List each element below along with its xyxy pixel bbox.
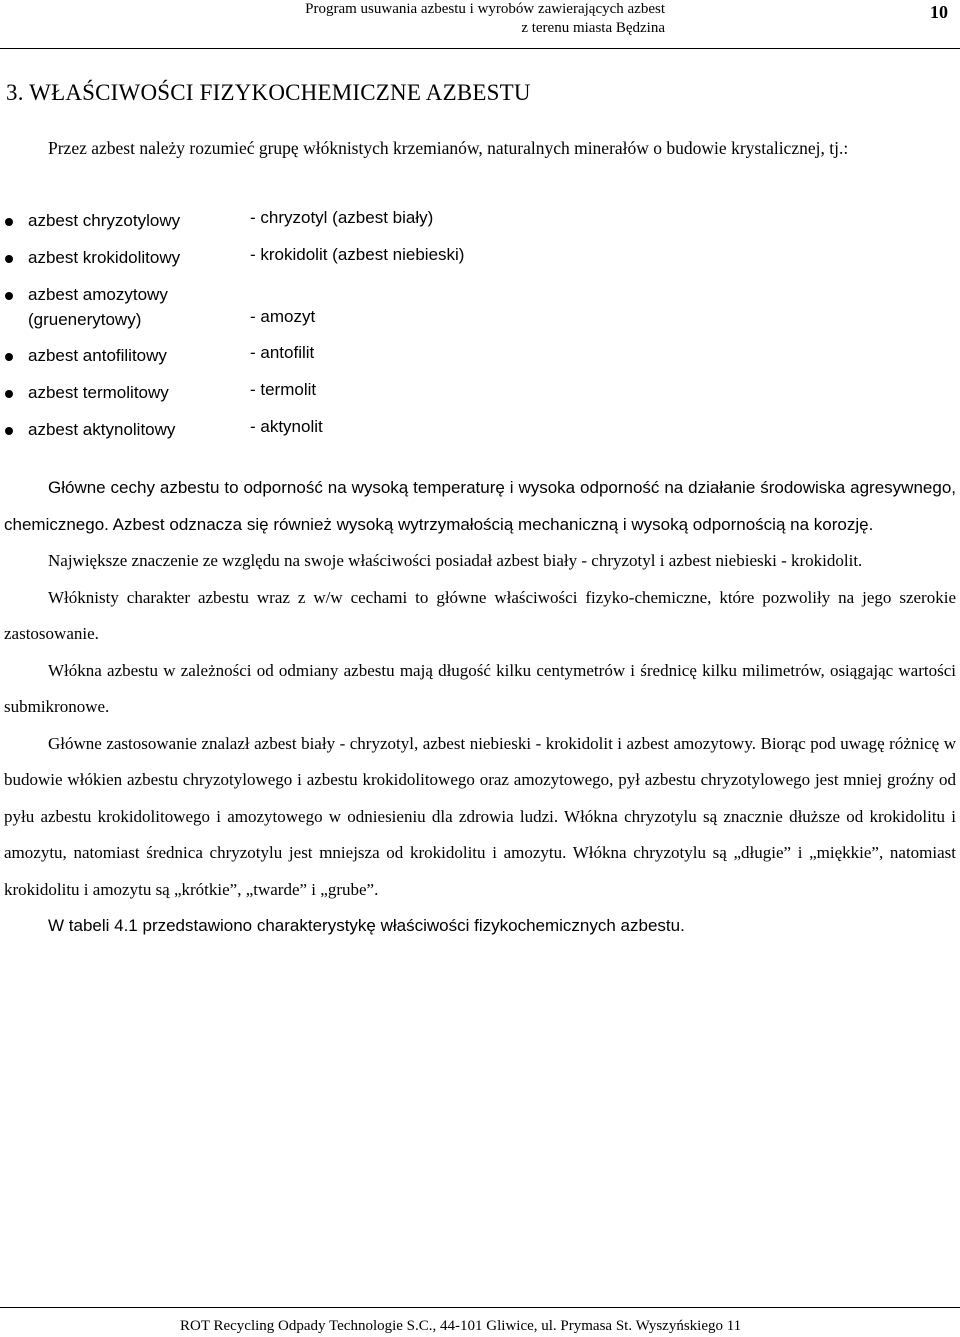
list-item-term: azbest aktynolitowy xyxy=(28,420,176,439)
paragraph-fibrous-character: Włóknisty charakter azbestu wraz z w/w cechami to główne właściwości fizyko-chemiczne, które pozwoliły na jego szerokie zastosowanie. xyxy=(4,587,956,643)
bullet-icon xyxy=(5,255,13,263)
intro-text: Przez azbest należy rozumieć grupę włóknistych krzemianów, naturalnych minerałów o budowie krystalicznej, tj.: xyxy=(48,138,849,158)
header-divider xyxy=(0,48,960,49)
bullet-icon xyxy=(5,353,13,361)
paragraph-applications: Główne zastosowanie znalazł azbest biały - chryzotyl, azbest niebieski - krokidolit i azbest amozytowy. Biorąc pod uwagę różnicę w budowie włókien azbestu chryzotylowego i azbestu krokidolitowego oraz amozytowego, pył azbestu chryzotylowego jest mniej groźny od pyłu azbestu krokidolitowego i amozytowego w odniesieniu dla zdrowia ludzi. Włókna chryzotylu są znacznie dłuższe od krokidolitu i amozytu, natomiast średnica chryzotylu jest mniejsza od krokidolitu i amozytu. Włókna chryzotylu są „długie” i „miękkie”, natomiast krokidolitu i amozytu są „krótkie”, „twarde” i „grube”. xyxy=(4,733,956,899)
list-item-mineral: - termolit xyxy=(250,380,317,399)
list-item-mineral: - antofilit xyxy=(250,343,315,362)
list-item-term: azbest termolitowy xyxy=(28,383,169,402)
page-header xyxy=(0,0,960,50)
section-title: 3. WŁAŚCIWOŚCI FIZYKOCHEMICZNE AZBESTU xyxy=(6,80,531,105)
list-item-term-continued: (gruenerytowy) xyxy=(28,310,142,329)
bullet-icon xyxy=(5,427,13,435)
paragraph-significance: Największe znaczenie ze względu na swoje właściwości posiadał azbest biały - chryzotyl i azbest niebieski - krokidolit. xyxy=(48,551,863,570)
list-item-term: azbest chryzotylowy xyxy=(28,211,181,230)
paragraph-table-reference: W tabeli 4.1 przedstawiono charakterystykę właściwości fizykochemicznych azbestu. xyxy=(48,916,685,935)
list-item-term: azbest amozytowy xyxy=(28,285,168,304)
list-item-mineral: - chryzotyl (azbest biały) xyxy=(250,208,434,227)
bullet-icon xyxy=(5,292,13,300)
bullet-icon xyxy=(5,390,13,398)
list-item-term: azbest antofilitowy xyxy=(28,346,167,365)
header-title-line1: Program usuwania azbestu i wyrobów zawierających azbest xyxy=(305,1,665,17)
paragraph-main-features: Główne cechy azbestu to odporność na wysoką temperaturę i wysoka odporność na działanie środowiska agresywnego, chemicznego. Azbest odznacza się również wysoką wytrzymałością mechaniczną i wysoką odpornością na korozję. xyxy=(4,478,956,534)
intro-paragraph xyxy=(4,130,956,167)
header-title-line2: z terenu miasta Będzina xyxy=(521,20,665,36)
header-title xyxy=(245,0,665,38)
page-number: 10 xyxy=(930,2,948,22)
list-item-mineral: - krokidolit (azbest niebieski) xyxy=(250,245,465,264)
paragraph-fiber-dimensions: Włókna azbestu w zależności od odmiany azbestu mają długość kilku centymetrów i średnicę kilku milimetrów, osiągając wartości submikronowe. xyxy=(4,660,956,716)
body-text xyxy=(4,470,956,945)
page-footer: ROT Recycling Odpady Technologie S.C., 44-101 Gliwice, ul. Prymasa St. Wyszyńskiego 11 xyxy=(180,1318,742,1334)
list-item-mineral: - aktynolit xyxy=(250,417,323,436)
list-item-mineral: - amozyt xyxy=(250,307,316,326)
list-item-term: azbest krokidolitowy xyxy=(28,248,181,267)
bullet-icon xyxy=(5,218,13,226)
footer-divider xyxy=(0,1307,960,1308)
